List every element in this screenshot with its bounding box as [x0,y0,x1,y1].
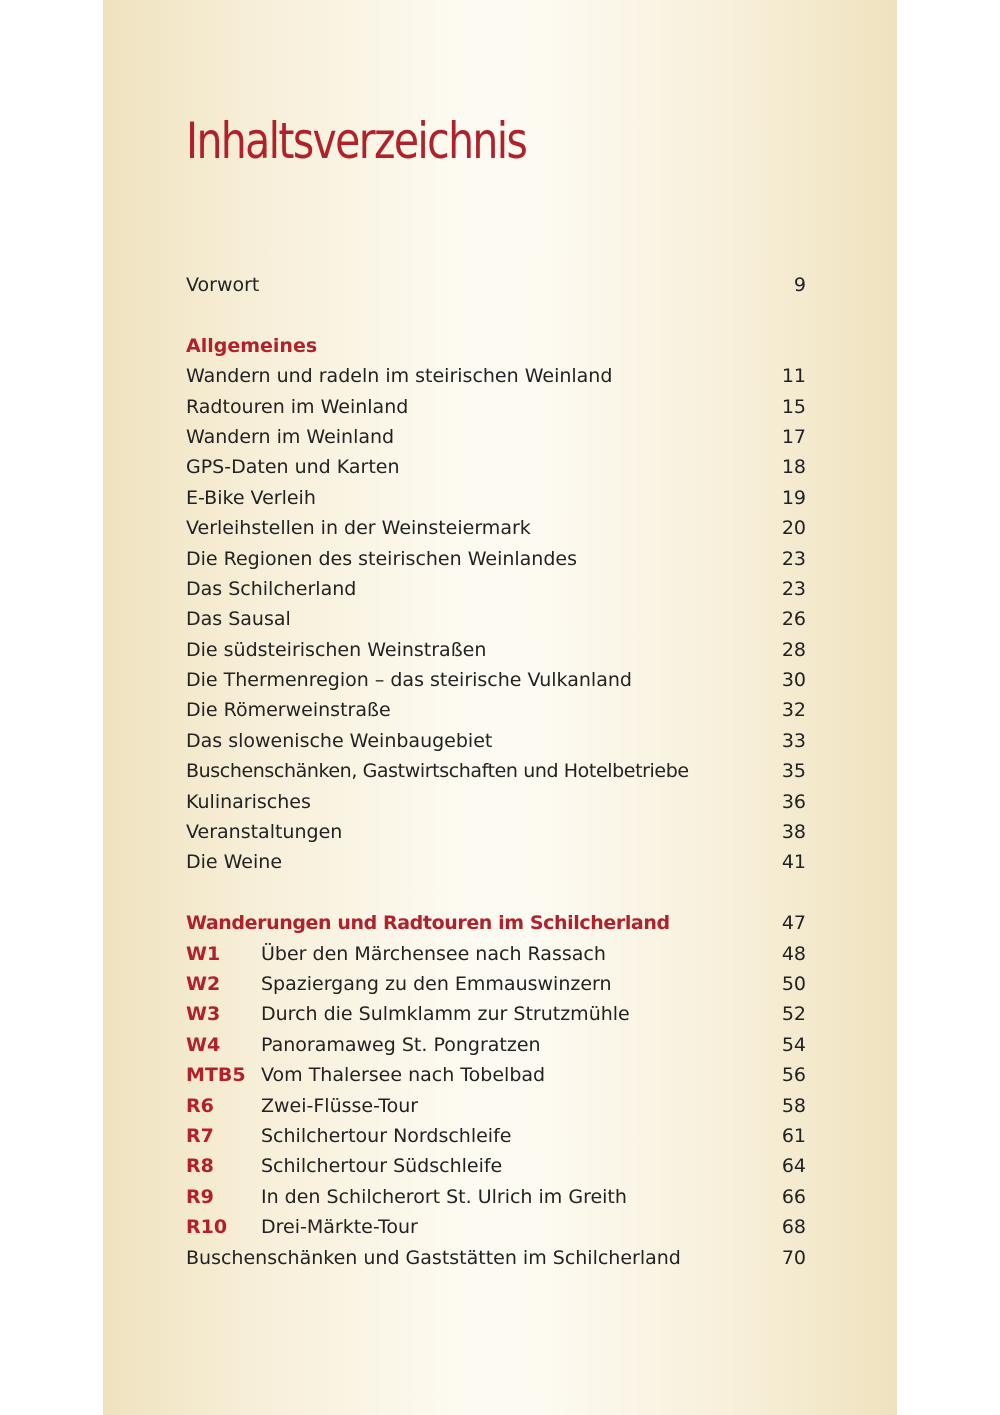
tour-code: R10 [186,1216,228,1239]
page-title: Inhaltsverzeichnis [186,112,527,170]
toc-entry-label: Die Thermenregion – das steirische Vulkanland [186,669,632,692]
tour-code: R8 [186,1155,214,1178]
toc-page-number: 32 [781,699,806,722]
toc-entry-label: Vorwort [186,274,260,296]
toc-page-number: 28 [781,638,806,661]
toc-entry[interactable] [186,695,806,725]
toc-page-number: 23 [781,547,806,570]
toc-page-number: 70 [781,1246,806,1269]
toc-page-number: 36 [781,790,806,813]
toc-entry[interactable] [186,665,806,695]
toc-entry-label: Die Regionen des steirischen Weinlandes [186,547,578,570]
toc-entry[interactable] [186,787,806,817]
tour-entry[interactable] [186,939,806,969]
toc-entry-label: Vom Thalersee nach Tobelbad [261,1064,546,1087]
toc-entry-label: Über den Märchensee nach Rassach [261,942,606,965]
toc-page-number: 30 [781,669,806,692]
tour-entry[interactable] [186,1121,806,1151]
toc-entry-label: Verleihstellen in der Weinsteiermark [186,517,531,540]
toc-entry-label: Wandern und radeln im steirischen Weinland [186,365,613,388]
tour-entry[interactable] [186,1030,806,1060]
book-page [103,0,897,1415]
section-heading-label: Wanderungen und Radtouren im Schilcherland [186,912,670,935]
toc-page-number: 48 [781,942,806,965]
toc-page-number: 52 [781,1003,806,1026]
toc-entry[interactable] [186,847,806,877]
toc-entry[interactable] [186,392,806,422]
toc-entry[interactable] [186,361,806,391]
toc-entry[interactable] [186,452,806,482]
toc-entry-label: Kulinarisches [186,790,311,813]
toc-entry-label: Zwei-Flüsse-Tour [261,1094,419,1117]
toc-entry[interactable] [186,635,806,665]
toc-entry[interactable] [186,604,806,634]
toc-entry-closing[interactable] [186,1243,806,1273]
toc-entry-label: Buschenschänken, Gastwirtschaften und Hotelbetriebe [186,760,689,783]
toc-entry-label: Schilchertour Südschleife [261,1155,503,1178]
tour-entry[interactable] [186,1091,806,1121]
toc-page-number: 23 [781,577,806,600]
toc-page-number: 50 [781,972,806,995]
toc-page-number: 33 [781,729,806,752]
tour-code: MTB5 [186,1064,246,1087]
tour-entry[interactable] [186,969,806,999]
toc-page-number: 58 [781,1094,806,1117]
tour-entry[interactable] [186,999,806,1029]
toc-page-number: 19 [781,486,806,509]
tour-code: W2 [186,972,221,995]
tour-entry[interactable] [186,1182,806,1212]
toc-entry-label: E-Bike Verleih [186,486,316,509]
tour-code: R9 [186,1185,214,1208]
tour-code: R7 [186,1124,214,1147]
toc-page-number: 54 [781,1033,806,1056]
toc-entry[interactable] [186,513,806,543]
toc-entry-label: Drei-Märkte-Tour [261,1216,418,1239]
section-heading-schilcherland[interactable] [186,908,806,938]
toc-page-number: 9 [793,274,806,296]
section-heading-general: Allgemeines [186,334,318,357]
toc-entry-label: Buschenschänken und Gaststätten im Schilcherland [186,1246,681,1269]
toc-entry-label: Veranstaltungen [186,821,343,844]
toc-entry-label: Die Römerweinstraße [186,699,391,722]
toc-page-number: 41 [781,851,806,874]
toc-entry-label: In den Schilcherort St. Ulrich im Greith [261,1185,627,1208]
toc-page-number: 17 [781,425,806,448]
toc-page-number: 47 [781,912,806,935]
toc-page-number: 26 [781,608,806,631]
toc-entry-label: Panoramaweg St. Pongratzen [261,1033,541,1056]
toc-page-number: 11 [781,365,806,388]
toc-page-number: 15 [781,395,806,418]
toc-page-number: 56 [781,1064,806,1087]
toc-page-number: 20 [781,517,806,540]
toc-page-number: 66 [781,1185,806,1208]
toc-entry-label: Radtouren im Weinland [186,395,409,418]
toc-page-number: 64 [781,1155,806,1178]
toc-entry[interactable] [186,574,806,604]
tour-code: W3 [186,1003,221,1026]
tour-entry[interactable] [186,1212,806,1242]
spacer [186,300,806,330]
toc-entry-preface[interactable] [186,270,806,300]
tour-entry[interactable] [186,1151,806,1181]
toc-entry[interactable] [186,544,806,574]
toc-entry[interactable] [186,422,806,452]
toc-entry[interactable] [186,483,806,513]
tour-code: W4 [186,1033,221,1056]
toc-entry[interactable] [186,756,806,786]
toc-entry[interactable] [186,817,806,847]
spacer [186,878,806,908]
toc-entry-label: Das Sausal [186,608,291,631]
toc-entry-label: Die Weine [186,851,283,874]
tour-code: R6 [186,1094,214,1117]
toc-entry-label: GPS-Daten und Karten [186,456,400,479]
table-of-contents [186,270,806,1273]
toc-page-number: 18 [781,456,806,479]
toc-entry-label: Die südsteirischen Weinstraßen [186,638,487,661]
toc-entry-label: Das slowenische Weinbaugebiet [186,729,493,752]
toc-page-number: 38 [781,821,806,844]
toc-entry-label: Wandern im Weinland [186,425,395,448]
toc-entry-label: Das Schilcherland [186,577,357,600]
toc-page-number: 68 [781,1216,806,1239]
tour-entry[interactable] [186,1060,806,1090]
toc-page-number: 61 [781,1124,806,1147]
tour-code: W1 [186,942,221,965]
toc-entry[interactable] [186,726,806,756]
toc-entry-label: Spaziergang zu den Emmauswinzern [261,972,612,995]
toc-entry-label: Durch die Sulmklamm zur Strutzmühle [261,1003,630,1026]
toc-entry-label: Schilchertour Nordschleife [261,1124,512,1147]
toc-page-number: 35 [781,760,806,783]
